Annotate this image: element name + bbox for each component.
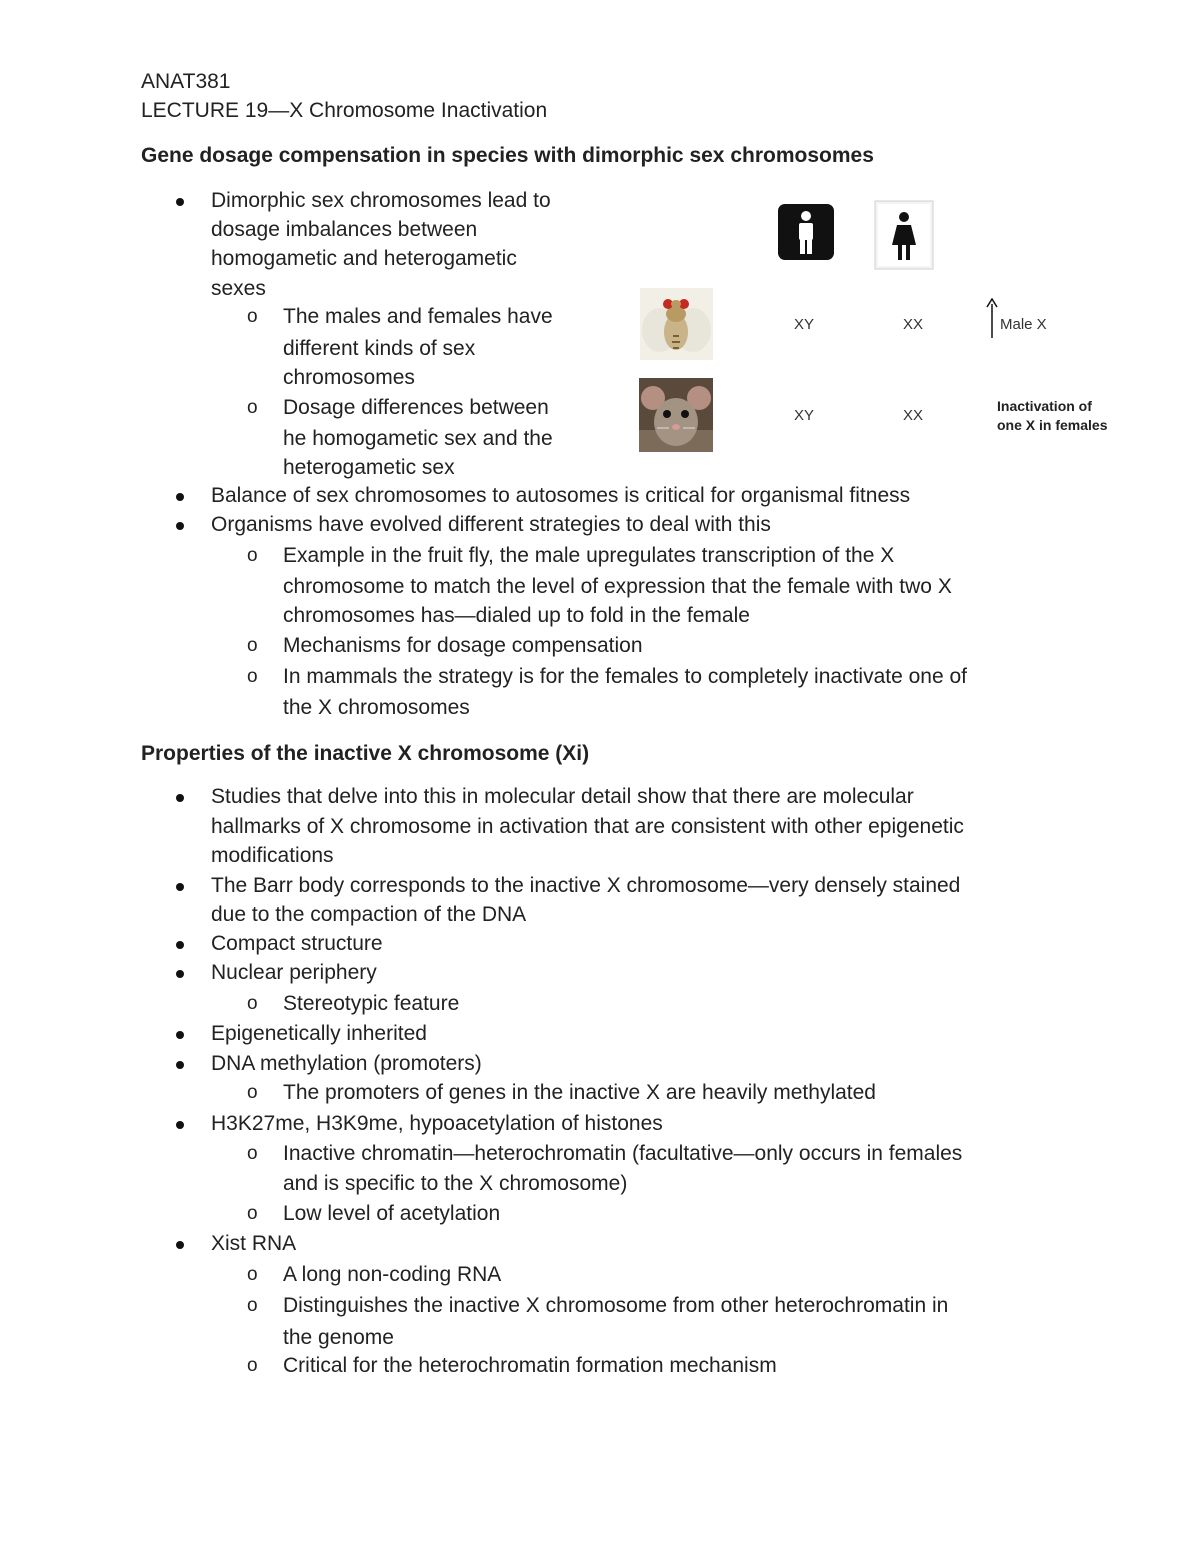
text-line: heterogametic sex [283, 456, 455, 479]
course-code: ANAT381 [141, 70, 231, 93]
text-line: H3K27me, H3K9me, hypoacetylation of histones [211, 1112, 663, 1135]
text-line: Compact structure [211, 932, 383, 955]
sub-bullet-marker: o [247, 1203, 258, 1224]
fly-female-genotype: XX [903, 316, 924, 333]
text-line: Example in the fruit fly, the male upregulates transcription of the X [283, 544, 895, 567]
text-line: the X chromosomes [283, 696, 470, 719]
sub-bullet-marker: o [247, 993, 258, 1014]
mouse-note-line: Inactivation of [997, 398, 1092, 414]
text-line: hallmarks of X chromosome in activation that are consistent with other epigenetic [211, 815, 964, 838]
text-line: and is specific to the X chromosome) [283, 1172, 628, 1195]
bullet-dot [176, 1061, 184, 1069]
sub-bullet-marker: o [247, 1082, 258, 1103]
bullet-dot [176, 794, 184, 802]
text-line: Dosage differences between [283, 396, 549, 419]
text-line: DNA methylation (promoters) [211, 1052, 482, 1075]
text-line: The males and females have [283, 305, 553, 328]
bullet-dot [176, 941, 184, 949]
male-restroom-icon [778, 204, 834, 260]
text-line: Xist RNA [211, 1232, 297, 1255]
text-line: Dimorphic sex chromosomes lead to [211, 189, 551, 212]
bullet-dot [176, 198, 184, 206]
mouse-note-line: one X in females [997, 417, 1108, 433]
bullet-dot [176, 970, 184, 978]
sub-bullet-marker: o [247, 1355, 258, 1376]
sub-bullet-marker: o [247, 1143, 258, 1164]
bullet-dot [176, 883, 184, 891]
text-line: Epigenetically inherited [211, 1022, 427, 1045]
text-line: Stereotypic feature [283, 992, 460, 1015]
text-line: the genome [283, 1326, 394, 1349]
female-restroom-icon [872, 198, 936, 272]
text-line: Low level of acetylation [283, 1202, 501, 1225]
mouse-icon [639, 378, 713, 452]
text-line: different kinds of sex [283, 337, 476, 360]
section-heading-properties: Properties of the inactive X chromosome (Xi) [141, 742, 590, 765]
section-heading-dosage: Gene dosage compensation in species with dimorphic sex chromosomes [141, 144, 874, 167]
bullet-dot [176, 522, 184, 530]
text-line: Critical for the heterochromatin formation mechanism [283, 1354, 777, 1377]
fruit-fly-icon [640, 288, 713, 360]
text-line: homogametic and heterogametic [211, 247, 517, 270]
bullet-dot [176, 1121, 184, 1129]
text-line: Balance of sex chromosomes to autosomes is critical for organismal fitness [211, 484, 911, 507]
text-line: Mechanisms for dosage compensation [283, 634, 643, 657]
lecture-title: LECTURE 19—X Chromosome Inactivation [141, 99, 548, 122]
text-line: Studies that delve into this in molecular detail show that there are molecular [211, 785, 914, 808]
text-line: The promoters of genes in the inactive X are heavily methylated [283, 1081, 876, 1104]
mouse-male-genotype: XY [794, 407, 815, 424]
text-line: A long non-coding RNA [283, 1263, 502, 1286]
sub-bullet-marker: o [247, 666, 258, 687]
text-line: due to the compaction of the DNA [211, 903, 527, 926]
bullet-dot [176, 1241, 184, 1249]
text-line: modifications [211, 844, 334, 867]
sub-bullet-marker: o [247, 1264, 258, 1285]
text-line: sexes [211, 277, 266, 300]
text-line: Organisms have evolved different strategies to deal with this [211, 513, 771, 536]
sub-bullet-marker: o [247, 1295, 258, 1316]
text-line: chromosome to match the level of expression that the female with two X [283, 575, 952, 598]
text-line: Nuclear periphery [211, 961, 377, 984]
text-line: Inactive chromatin—heterochromatin (facultative—only occurs in females [283, 1142, 963, 1165]
text-line: Distinguishes the inactive X chromosome from other heterochromatin in [283, 1294, 949, 1317]
sub-bullet-marker: o [247, 635, 258, 656]
text-line: The Barr body corresponds to the inactive X chromosome—very densely stained [211, 874, 961, 897]
text-line: he homogametic sex and the [283, 427, 553, 450]
bullet-dot [176, 493, 184, 501]
text-line: dosage imbalances between [211, 218, 478, 241]
mouse-female-genotype: XX [903, 407, 924, 424]
fly-male-genotype: XY [794, 316, 815, 333]
text-line: chromosomes [283, 366, 415, 389]
sub-bullet-marker: o [247, 397, 258, 418]
bullet-dot [176, 1031, 184, 1039]
sub-bullet-marker: o [247, 545, 258, 566]
up-arrow-icon [985, 298, 999, 338]
text-line: chromosomes has—dialed up to fold in the female [283, 604, 750, 627]
fly-note: Male X [1000, 316, 1047, 333]
text-line: In mammals the strategy is for the females to completely inactivate one of [283, 665, 967, 688]
sub-bullet-marker: o [247, 306, 258, 327]
